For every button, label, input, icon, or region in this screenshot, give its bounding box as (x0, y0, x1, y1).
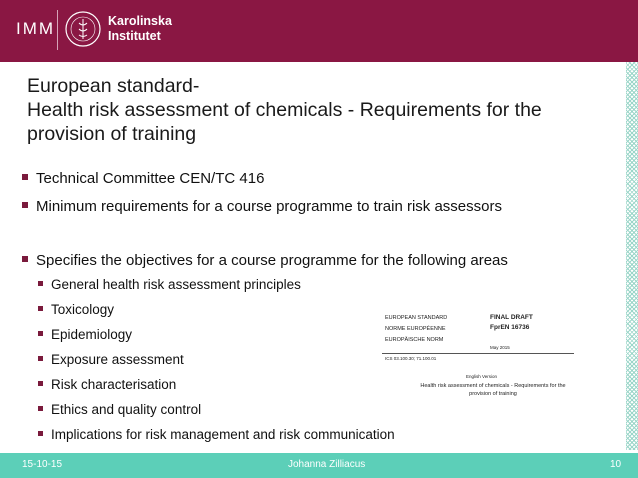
decorative-stripe (626, 62, 638, 450)
bullet-item (22, 198, 502, 216)
karolinska-logo-text (108, 14, 172, 44)
doc-number: FprEN 16736 (490, 324, 530, 331)
bullet-square-icon (38, 356, 43, 361)
sub-bullet-text: General health risk assessment principles (51, 277, 301, 292)
sub-bullet-item (38, 376, 176, 393)
sub-bullet-item (38, 351, 184, 368)
sub-bullet-item (38, 276, 301, 293)
sub-bullet-text: Risk characterisation (51, 377, 177, 392)
bullet-square-icon (38, 431, 43, 436)
karolinska-seal-icon (64, 10, 102, 48)
doc-title-line-1: Health risk assessment of chemicals - Requirements for the (420, 383, 566, 389)
imm-logo-text: IMM (16, 19, 56, 38)
bullet-square-icon (38, 406, 43, 411)
ki-name-line2: Institutet (108, 29, 161, 43)
doc-rule (382, 353, 574, 354)
bullet-square-icon (38, 381, 43, 386)
slide-title (27, 74, 597, 146)
bullet-text: Minimum requirements for a course programme to train risk assessors (36, 198, 502, 215)
sub-bullet-item (38, 326, 132, 343)
standard-document-thumbnail (382, 311, 576, 405)
slide-footer (0, 453, 638, 478)
bullet-item (22, 252, 508, 270)
doc-version: English Version (466, 374, 498, 379)
bullet-text: Technical Committee CEN/TC 416 (36, 170, 265, 187)
doc-title-line-2: provision of training (469, 391, 517, 397)
title-line-1: European standard- (27, 75, 200, 97)
bullet-square-icon (38, 331, 43, 336)
sub-bullet-text: Ethics and quality control (51, 402, 202, 417)
doc-std-en: EUROPEAN STANDARD (385, 315, 448, 321)
bullet-text: Specifies the objectives for a course programme for the following areas (36, 252, 508, 269)
bullet-square-icon (22, 174, 28, 180)
doc-ics: ICS 03.100.30; 71.100.01 (385, 356, 437, 361)
slide-header (0, 0, 638, 62)
doc-date: May 2015 (490, 345, 510, 350)
sub-bullet-item (38, 301, 114, 318)
sub-bullet-text: Toxicology (51, 302, 115, 317)
sub-bullet-text: Epidemiology (51, 327, 133, 342)
bullet-square-icon (38, 306, 43, 311)
ki-name-line1: Karolinska (108, 14, 172, 28)
doc-std-fr: NORME EUROPÉENNE (385, 326, 446, 332)
title-line-3: provision of training (27, 123, 197, 145)
doc-std-de: EUROPÄISCHE NORM (385, 337, 444, 343)
doc-final-draft: FINAL DRAFT (490, 314, 533, 321)
footer-page-number: 10 (610, 459, 622, 470)
bullet-square-icon (22, 202, 28, 208)
footer-date: 15-10-15 (22, 459, 63, 470)
footer-author: Johanna Zilliacus (288, 459, 366, 470)
title-line-2: Health risk assessment of chemicals - Requirements for the (27, 99, 542, 121)
bullet-square-icon (22, 256, 28, 262)
header-divider (57, 10, 58, 50)
bullet-square-icon (38, 281, 43, 286)
sub-bullet-text: Implications for risk management and risk communication (51, 427, 395, 442)
sub-bullet-item (38, 426, 395, 443)
bullet-item (22, 170, 264, 188)
sub-bullet-text: Exposure assessment (51, 352, 184, 367)
sub-bullet-item (38, 401, 201, 418)
